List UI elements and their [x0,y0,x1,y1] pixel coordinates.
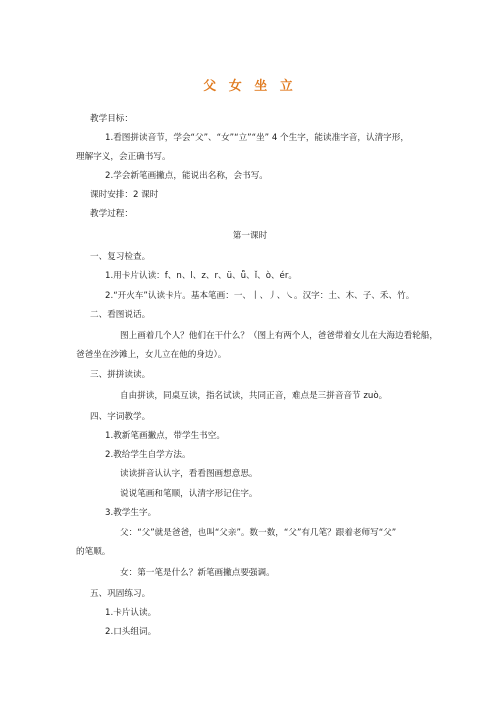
section-4-item-2: 2.教给学生自学方法。 [105,450,191,460]
section-1-heading: 一、复习检查。 [90,252,151,262]
char-nv-text: 女：第一笔是什么？新笔画撇点要强调。 [120,568,275,578]
section-5-heading: 五、巩固练习。 [90,589,151,599]
method-line-1: 读读拼音认认字，看看图画想意思。 [120,469,258,479]
section-2-text-cont: 爸爸坐在沙滩上，女儿立在他的身边）。 [76,350,227,360]
section-3-text: 自由拼读，同桌互读，指名试读，共同正音，难点是三拼音音节 zuò。 [120,391,388,401]
char-fu-text-cont: 的笔顺。 [76,547,111,557]
section-4-item-1: 1.教新笔画撇点，带学生书空。 [105,431,225,441]
lesson-title: 父 女 坐 立 [203,79,297,94]
session-heading: 第一课时 [232,231,268,241]
section-1-item-1: 1.用卡片认读：f、n、l、z、r、ü、ǖ、ǐ、ò、ér。 [105,271,297,281]
section-5-item-2: 2.口头组词。 [105,627,157,637]
section-5-item-1: 1.卡片认读。 [105,608,157,618]
section-1-item-2: 2.“开火车”认读卡片。基本笔画：一、丨、丿、㇏。汉字：土、木、子、禾、竹。 [105,291,415,301]
section-2-heading: 二、看图说话。 [90,310,151,320]
section-2-text: 图上画着几个人？他们在干什么？（图上有两个人，爸爸带着女儿在大海边看轮船， [120,331,438,341]
section-4-item-3: 3.教学生字。 [105,508,157,518]
objective-1-cont: 理解字义，会正确书写。 [76,152,171,162]
section-4-heading: 四、字词教学。 [90,412,151,422]
method-line-2: 说说笔画和笔顺，认清字形记住字。 [120,489,258,499]
char-fu-text: 父：“父”就是爸爸，也叫“父亲”。数一数，“父”有几笔？跟着老师写“父” [120,528,397,538]
objective-2: 2.学会新笔画撇点，能说出名称，会书写。 [105,171,268,181]
schedule: 课时安排：2 课时 [90,190,159,200]
section-3-heading: 三、拼拼读读。 [90,370,151,380]
objective-1: 1.看图拼读音节，学会“父”、“女”“立”“坐” 4 个生字，能读准字音，认清字形， [105,133,409,143]
heading-objectives: 教学目标： [90,114,133,124]
heading-process: 教学过程： [90,209,133,219]
